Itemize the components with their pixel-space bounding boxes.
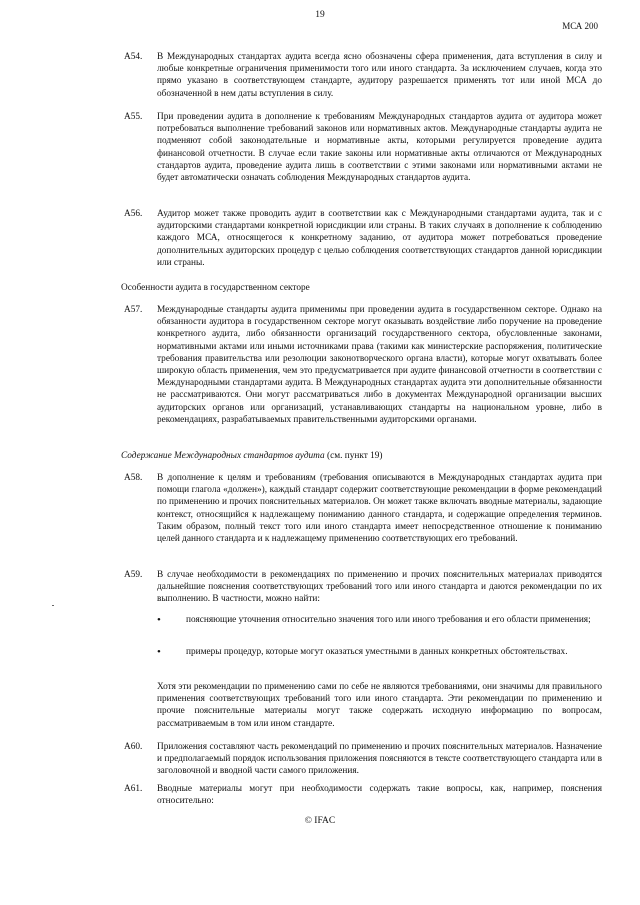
bullet-text: примеры процедур, которые могут оказаться уместными в данных конкретных обстоятельствах.: [186, 647, 568, 657]
page-number: 19: [315, 10, 325, 20]
paragraph-number: A61.: [124, 784, 143, 794]
paragraph-number: A54.: [124, 52, 143, 62]
paragraph-number: A59.: [124, 570, 143, 580]
paragraph-number: A57.: [124, 305, 143, 315]
paragraph-text: Международные стандарты аудита применимы при проведении аудита в государственном секторе. Однако на обязанности аудитора в государственном секторе могут оказывать воздействие либо поручение на проведение конкретного аудита, либо обязанности организаций государственного сектора, обусловленные законами, нормативными актами или иными источниками права (такими как министерские распоряжения, политические требования правительства или резолюции законотворческого органа власти), которые могут охватывать более широкую область применения, чем это предусматривается при аудите финансовой отчетности в соответствии с Международными стандартами аудита. В Международных стандартах аудита эти дополнительные обязанности не рассматриваются. Они могут рассматриваться либо в документах Международной организации высших аудиторских органов или организаций, устанавливающих стандарты на национальном уровне, либо в рекомендациях, разрабатываемых правительственными аудиторскими органами.: [157, 305, 602, 425]
paragraph-text: Хотя эти рекомендации по применению сами по себе не являются требованиями, они значимы для правильного применения соответствующих требований того или иного стандарта. Эти рекомендации по применению и прочие пояснительные материалы могут также содержать исходную информацию по вопросам, рассматриваемым в том или ином стандарте.: [157, 682, 602, 729]
paragraph-number: A56.: [124, 209, 143, 219]
paragraph-text: Аудитор может также проводить аудит в соответствии как с Международными стандартами аудита, так и с аудиторскими стандартами конкретной юрисдикции или страны. В таких случаях в дополнение к соблюдению каждого МСА, относящегося к конкретному заданию, от аудитора может потребоваться проведение дополнительных аудиторских процедур с целью соблюдения соответствующих стандартов данной юрисдикции или страны.: [157, 209, 602, 268]
footer-copyright: © IFAC: [304, 816, 336, 826]
paragraph-text: В Международных стандартах аудита всегда ясно обозначены сфера применения, дата вступления в силу и любые конкретные ограничения применимости того или иного стандарта. За исключением случаев, когда это прямо указано в соответствующем стандарте, аудитору разрешается применять тот или иной МСА до обозначенной в нем даты вступления в силу.: [157, 52, 602, 99]
paragraph-text: В дополнение к целям и требованиям (требования описываются в Международных стандартах аудита при помощи глагола «должен»), каждый стандарт содержит соответствующие рекомендации в форме рекомендаций по применению и прочих пояснительных материалов. Он может также включать вводные материалы, задающие контекст, относящийся к надлежащему пониманию данного стандарта, и содержащие определения терминов. Таким образом, полный текст того или иного стандарта имеет непосредственное отношение к пониманию целей данного стандарта и к надлежащему применению соответствующих его требований.: [157, 473, 602, 545]
paragraph-number: A60.: [124, 742, 143, 752]
heading-italic-text: Содержание Международных стандартов аудита: [121, 451, 325, 461]
standard-code: МСА 200: [562, 21, 598, 31]
section-heading-content: [121, 450, 383, 462]
bullet-text: поясняющие уточнения относительно значения того или иного требования и его области применения;: [186, 615, 591, 625]
paragraph-text: При проведении аудита в дополнение к требованиям Международных стандартов аудита от аудитора может потребоваться выполнение требований законов или нормативных актов. Международные стандарты аудита не подменяют собой законодательные и нормативные акты, которыми регулируется проведение аудита финансовой отчетности. В случае если такие законы или нормативные акты отличаются от Международных стандартов аудита, проведение аудита лишь в соответствии с этими законами или нормативными актами не будет автоматически означать соблюдения Международных стандартов аудита.: [157, 112, 602, 184]
paragraph-text: В случае необходимости в рекомендациях по применению и прочих пояснительных материалах приводятся дальнейшие пояснения соответствующих требований того или иного стандарта и даются рекомендации по их выполнению. В частности, можно найти:: [157, 570, 602, 605]
paragraph-text: Вводные материалы могут при необходимости содержать такие вопросы, как, например, пояснения относительно:: [157, 784, 602, 807]
bullet-dot-icon: •: [157, 614, 161, 626]
paragraph-number: A55.: [124, 112, 143, 122]
section-heading-public-sector: Особенности аудита в государственном секторе: [121, 283, 310, 293]
paragraph-number: A58.: [124, 473, 143, 483]
stray-mark: [52, 605, 54, 606]
paragraph-text: Приложения составляют часть рекомендаций по применению и прочих пояснительных материалов. Назначение и предполагаемый порядок использования приложения поясняются в тексте соответствующего стандарта или в заголовочной и вводной части самого приложения.: [157, 742, 602, 777]
bullet-dot-icon: •: [157, 646, 161, 658]
heading-reference: (см. пункт 19): [324, 451, 383, 461]
